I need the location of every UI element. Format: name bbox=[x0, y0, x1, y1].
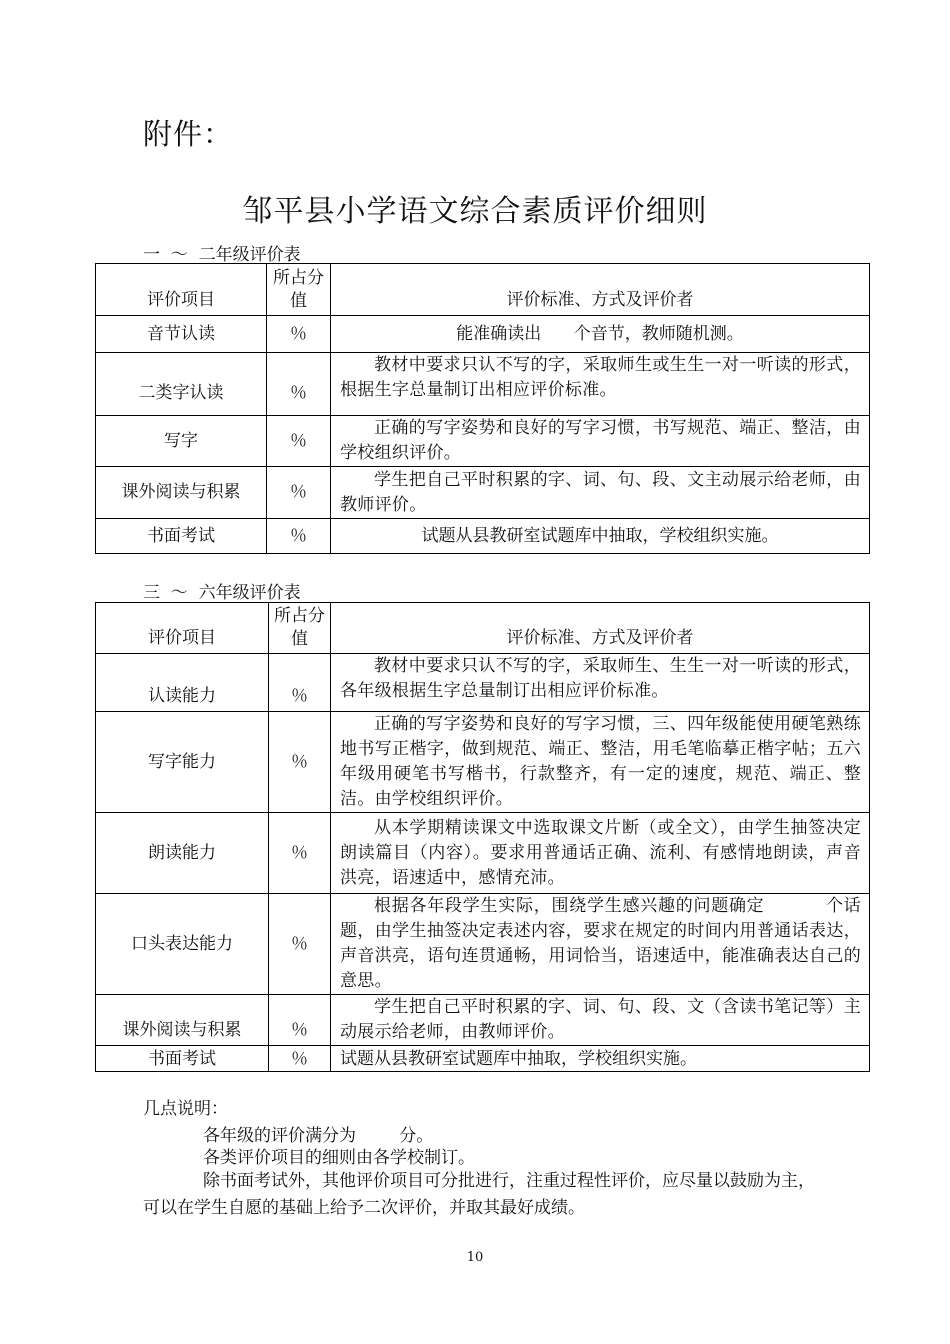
row-item: 朗读能力 bbox=[96, 813, 269, 894]
table-row bbox=[96, 654, 870, 712]
table-row bbox=[96, 995, 870, 1046]
row-item: 书面考试 bbox=[96, 519, 267, 554]
row-share: ％ bbox=[269, 712, 331, 813]
row-share: ％ bbox=[269, 894, 331, 995]
row-item: 音节认读 bbox=[96, 316, 267, 353]
row-item: 书面考试 bbox=[96, 1046, 269, 1072]
table-row bbox=[96, 712, 870, 813]
table-header-row bbox=[96, 264, 870, 316]
row-standard: 能准确读出 个音节，教师随机测。 bbox=[331, 316, 870, 353]
table2-caption: 三 ～ 六年级评价表 bbox=[143, 583, 301, 603]
table-row bbox=[96, 813, 870, 894]
row-share: ％ bbox=[267, 416, 331, 467]
row-standard: 正确的写字姿势和良好的写字习惯，书写规范、端正、整洁，由学校组织评价。 bbox=[331, 416, 870, 467]
row-share: ％ bbox=[269, 995, 331, 1046]
row-item: 口头表达能力 bbox=[96, 894, 269, 995]
header-share: 所占分值 bbox=[269, 603, 331, 654]
row-standard: 根据各年段学生实际，围绕学生感兴趣的问题确定 个话题，由学生抽签决定表述内容，要求在规定的时间内用普通话表达，声音洪亮，语句连贯通畅，用词恰当，语速适中，能准确表达自己的意思。 bbox=[331, 894, 870, 995]
attachment-heading: 附件： bbox=[143, 117, 234, 151]
note-item: 各年级的评价满分为 分。 bbox=[203, 1126, 434, 1146]
header-share: 所占分值 bbox=[267, 264, 331, 316]
notes-heading: 几点说明： bbox=[143, 1099, 228, 1119]
row-standard: 学生把自己平时积累的字、词、句、段、文主动展示给老师，由教师评价。 bbox=[331, 467, 870, 519]
row-standard: 教材中要求只认不写的字，采取师生或生生一对一听读的形式，根据生字总量制订出相应评价标准。 bbox=[331, 353, 870, 416]
row-standard: 从本学期精读课文中选取课文片断（或全文），由学生抽签决定朗读篇目（内容）。要求用普通话正确、流利、有感情地朗读，声音洪亮，语速适中，感情充沛。 bbox=[331, 813, 870, 894]
row-share: ％ bbox=[267, 519, 331, 554]
row-standard: 正确的写字姿势和良好的写字习惯，三、四年级能使用硬笔熟练地书写正楷字，做到规范、端正、整洁，用毛笔临摹正楷字帖；五六年级用硬笔书写楷书，行款整齐，有一定的速度，规范、端正、整洁。由学校组织评价。 bbox=[331, 712, 870, 813]
row-item: 课外阅读与积累 bbox=[96, 467, 267, 519]
header-item: 评价项目 bbox=[96, 264, 267, 316]
note-item: 各类评价项目的细则由各学校制订。 bbox=[203, 1148, 475, 1168]
table-row bbox=[96, 1046, 870, 1072]
header-standard: 评价标准、方式及评价者 bbox=[331, 264, 870, 316]
header-item: 评价项目 bbox=[96, 603, 269, 654]
table-row bbox=[96, 894, 870, 995]
row-share: ％ bbox=[269, 1046, 331, 1072]
row-item: 认读能力 bbox=[96, 654, 269, 712]
row-standard: 试题从县教研室试题库中抽取，学校组织实施。 bbox=[331, 519, 870, 554]
row-item: 写字 bbox=[96, 416, 267, 467]
row-item: 二类字认读 bbox=[96, 353, 267, 416]
row-share: ％ bbox=[267, 467, 331, 519]
page-number: 10 bbox=[466, 1250, 484, 1265]
table-row bbox=[96, 353, 870, 416]
row-share: ％ bbox=[267, 353, 331, 416]
header-standard: 评价标准、方式及评价者 bbox=[331, 603, 870, 654]
document-title: 邹平县小学语文综合素质评价细则 bbox=[242, 194, 708, 229]
note-item: 除书面考试外，其他评价项目可分批进行，注重过程性评价，应尽量以鼓励为主，可以在学生自愿的基础上给予二次评价，并取其最好成绩。 bbox=[143, 1171, 815, 1218]
table-row bbox=[96, 519, 870, 554]
table-row bbox=[96, 467, 870, 519]
row-share: ％ bbox=[267, 316, 331, 353]
table-row bbox=[96, 416, 870, 467]
row-share: ％ bbox=[269, 654, 331, 712]
grade-1-2-evaluation-table bbox=[95, 263, 870, 554]
row-standard: 试题从县教研室试题库中抽取，学校组织实施。 bbox=[331, 1046, 870, 1072]
table-header-row bbox=[96, 603, 870, 654]
table1-caption: 一 ～ 二年级评价表 bbox=[143, 245, 301, 265]
grade-3-6-evaluation-table bbox=[95, 602, 870, 1072]
row-standard: 学生把自己平时积累的字、词、句、段、文（含读书笔记等）主动展示给老师，由教师评价。 bbox=[331, 995, 870, 1046]
row-standard: 教材中要求只认不写的字，采取师生、生生一对一听读的形式，各年级根据生字总量制订出相应评价标准。 bbox=[331, 654, 870, 712]
table-row bbox=[96, 316, 870, 353]
row-item: 课外阅读与积累 bbox=[96, 995, 269, 1046]
row-share: ％ bbox=[269, 813, 331, 894]
row-item: 写字能力 bbox=[96, 712, 269, 813]
